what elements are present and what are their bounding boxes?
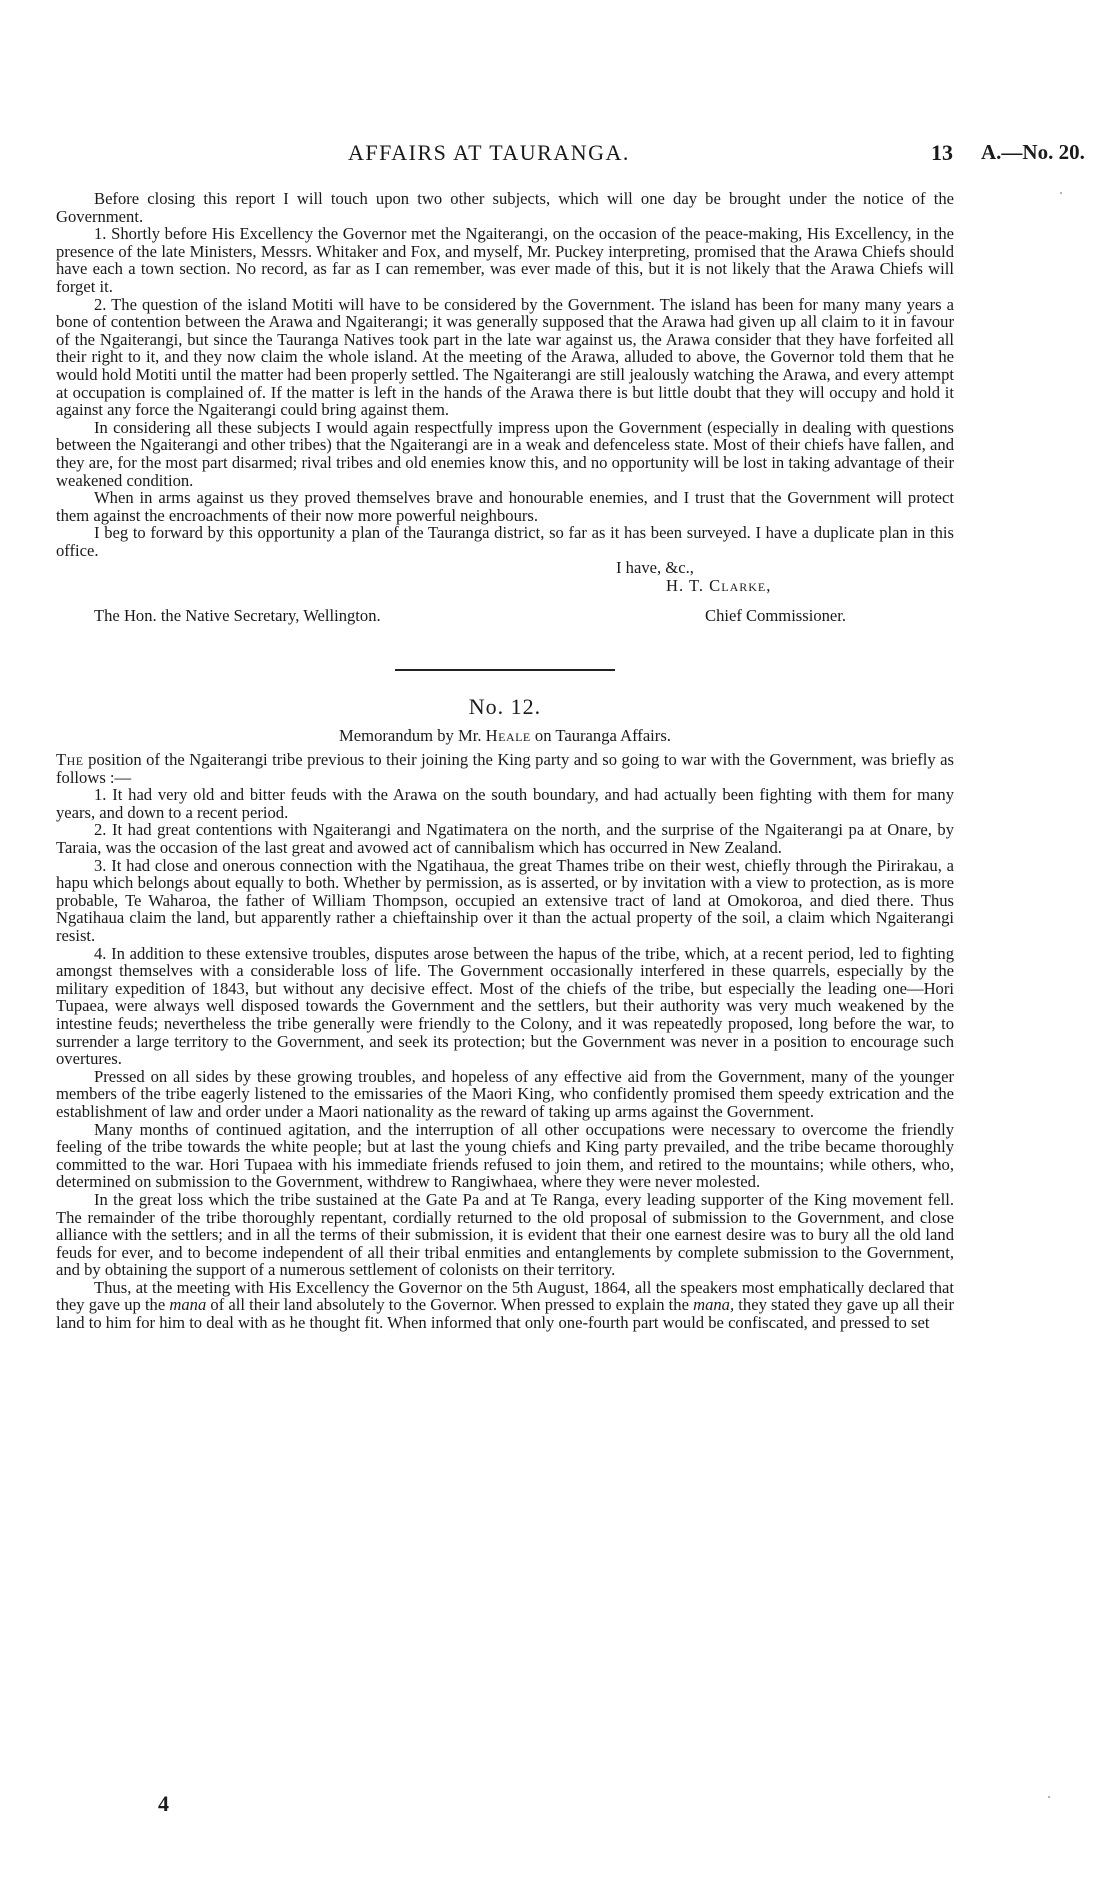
report-paragraph: In considering all these subjects I would again respectfully impress upon the Government (especially in dealing with questions between the Ngaiterangi and other tribes) that the Ngaiterangi are in a weak and defenceless state. Most of their chiefs have fallen, and they are, for the most part disarmed; rival tribes and old enemies know this, and no opportunity will be lost in taking advantage of their weakened condition. — [56, 417, 954, 490]
memo-title-before: Memorandum by Mr. — [339, 726, 482, 746]
memo-paragraph: Pressed on all sides by these growing troubles, and hopeless of any effective aid from the Government, many of the younger members of the tribe eagerly listened to the emissaries of the Maori King, who confidently promised them speedy extrication and the establishment of law and order under a Maori nationality as the reward of taking up arms against the Government. — [56, 1066, 954, 1121]
paper-speck — [1048, 1796, 1050, 1798]
signer-title: Chief Commissioner. — [705, 606, 847, 626]
memo-paragraph: 2. It had great contentions with Ngaiterangi and Ngatimatera on the north, and the surprise of the Ngaiterangi pa at Onare, by Taraia, was the occasion of the last great and avowed act of cannibalism which has occurred in New Zealand. — [56, 820, 954, 858]
paper-reference: A.—No. 20. — [981, 140, 1085, 164]
memo-paragraph: 1. It had very old and bitter feuds with the Arawa on the south boundary, and had actually been fighting with them for many years, and down to a recent period. — [56, 785, 954, 822]
memo-paragraph: 3. It had close and onerous connection with the Ngatihaua, the great Thames tribe on their west, chiefly through the Pirirakau, a hapu which belongs about equally to both. Whether by permission, as is asserted, or by invitation with a view to protection, as is more probable, Te Waharoa, the father of William Thompson, occupied an extensive tract of land at Omokoroa, and died there. Thus Ngatihaua claim the land, but apparently rather a chieftainship over it than the actual property of the soil, a claim which Ngaiterangi resist. — [56, 855, 954, 945]
report-paragraph: I beg to forward by this opportunity a plan of the Tauranga district, so far as it has been surveyed. I have a duplicate plan in this office. — [56, 523, 954, 560]
memo-text: Thus, at the meeting with His Excellency the Governor on the 5th August, 1864, all the speakers most emphatically declared that they gave up the — [56, 1277, 954, 1315]
signature-folio: 4 — [158, 1791, 169, 1816]
report-paragraph: Before closing this report I will touch upon two other subjects, which will one day be brought under the notice of the Government. — [56, 189, 954, 226]
memo-intro — [56, 751, 954, 786]
section-divider — [395, 669, 615, 671]
mana-term: mana — [169, 1295, 207, 1315]
signature-block — [56, 559, 954, 653]
page-header — [56, 140, 1114, 170]
closing-line: I have, &c., — [616, 558, 694, 578]
memo-paragraph: 4. In addition to these extensive troubles, disputes arose between the hapus of the tribe, which, at a recent period, led to fighting amongst themselves with a considerable loss of life. The Government occasionally interfered in these quarrels, especially by the military expedition of 1843, but without any decisive effect. Most of the chiefs of the tribe, but especially the leading one—Hori Tupaea, were always well disposed towards the Government and the settlers, but their authority was very much weakened by the intestine feuds; nevertheless the tribe generally were friendly to the Colony, and it was repeatedly proposed, long before the war, to surrender a large territory to the Government, and seek its protection; but the Government was never in a position to encourage such overtures. — [56, 943, 954, 1069]
document-number: No. 12. — [468, 694, 542, 720]
memo-intro-text: position of the Ngaiterangi tribe previous to their joining the King party and so going to war with the Government, was briefly as follows :— — [56, 750, 955, 787]
report-paragraph: 2. The question of the island Motiti will have to be considered by the Government. The island has been for many many years a bone of contention between the Arawa and Ngaiterangi; it was generally supposed that the Arawa had given up all claim to it in favour of the Ngaiterangi, but since the Tauranga Natives took part in the late war against us, the Arawa consider that they have forfeited all their right to it, and they now claim the whole island. At the meeting of the Arawa, alluded to above, the Governor told them that he would hold Motiti until the matter had been properly settled. The Ngaiterangi are still jealously watching the Arawa, and every attempt at occupation is complained of. If the matter is left in the hands of the Arawa there is but little doubt that they will occupy and hold it against any force the Ngaiterangi could bring against them. — [56, 294, 954, 420]
memo-paragraph — [56, 1279, 954, 1332]
memo-title-after: on Tauranga Affairs. — [534, 726, 671, 746]
report-paragraph: 1. Shortly before His Excellency the Governor met the Ngaiterangi, on the occasion of the peace-making, His Excellency, in the presence of the late Ministers, Messrs. Whitaker and Fox, and myself, Mr. Puckey interpreting, promised that the Arawa Chiefs should have each a town section. No record, as far as I can remember, was ever made of this, but it is not likely that the Arawa Chiefs will forget it. — [56, 224, 954, 296]
document-page — [56, 0, 1085, 1890]
memo-text: of all their land absolutely to the Governor. When pressed to explain the — [210, 1295, 689, 1315]
signer-name: H. T. Clarke, — [666, 576, 772, 596]
memo-text: they stated they gave up all their land to him for him to deal with as he thought fit. When informed that only one-fourth part would be confiscated, and pressed to set — [56, 1295, 954, 1333]
addressee: The Hon. the Native Secretary, Wellington. — [94, 606, 381, 626]
paper-speck — [1060, 192, 1062, 194]
body-text — [56, 190, 954, 1332]
report-paragraph: When in arms against us they proved themselves brave and honourable enemies, and I trust that the Government will protect them against the encroachments of their now more powerful neighbours. — [56, 488, 954, 525]
memo-paragraph: Many months of continued agitation, and the interruption of all other occupations were necessary to overcome the friendly feeling of the tribe towards the white people; but at last the young chiefs and King party prevailed, and the tribe became thoroughly committed to the war. Hori Tupaea with his immediate friends refused to join them, and retired to the mountains; while others, who, determined on submission to the Government, withdrew to Rangiwhaea, where they were never molested. — [56, 1119, 954, 1192]
lead-word: The — [56, 750, 84, 770]
memorandum-title — [56, 727, 954, 745]
memo-paragraph: In the great loss which the tribe sustained at the Gate Pa and at Te Ranga, every leading supporter of the King movement fell. The remainder of the tribe thoroughly repentant, cordially returned to the old proposal of submission to the Government, and close alliance with the settlers; and in all the terms of their submission, it is evident that their one earnest desire was to bury all the old land feuds for ever, and to become independent of all their tribal enmities and entanglements by complete submission to the Government, and by obtaining the support of a numerous settlement of colonists on their territory. — [56, 1189, 954, 1280]
memo-author: Heale — [485, 726, 531, 746]
mana-term: mana, — [693, 1295, 735, 1315]
running-title: AFFAIRS AT TAURANGA. — [348, 140, 630, 165]
page-number: 13 — [931, 140, 953, 165]
